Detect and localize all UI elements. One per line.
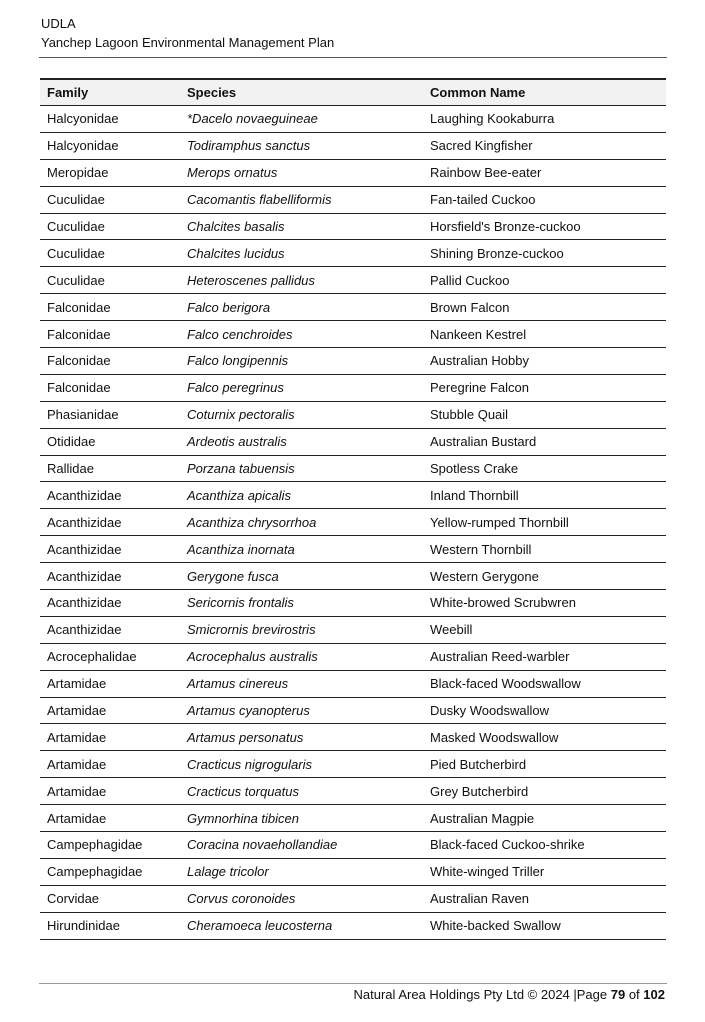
common-name-cell: Sacred Kingfisher: [423, 132, 666, 159]
table-row: [40, 348, 666, 375]
footer-copyright: Natural Area Holdings Pty Ltd © 2024 |Page: [353, 987, 611, 1002]
species-cell: Corvus coronoides: [180, 885, 423, 912]
common-name-cell: Pied Butcherbird: [423, 751, 666, 778]
species-cell: Todiramphus sanctus: [180, 132, 423, 159]
common-name-cell: Brown Falcon: [423, 294, 666, 321]
table-header-row: [40, 79, 666, 106]
species-cell: Cacomantis flabelliformis: [180, 186, 423, 213]
common-name-cell: Yellow-rumped Thornbill: [423, 509, 666, 536]
family-cell: Acanthizidae: [40, 482, 180, 509]
common-name-cell: White-browed Scrubwren: [423, 590, 666, 617]
table-row: [40, 616, 666, 643]
common-name-cell: Horsfield's Bronze-cuckoo: [423, 213, 666, 240]
family-cell: Acanthizidae: [40, 590, 180, 617]
species-cell: Coracina novaehollandiae: [180, 832, 423, 859]
family-cell: Cuculidae: [40, 213, 180, 240]
page-total: 102: [643, 987, 665, 1002]
common-name-cell: Australian Hobby: [423, 348, 666, 375]
species-cell: Acrocephalus australis: [180, 643, 423, 670]
family-cell: Artamidae: [40, 778, 180, 805]
species-cell: Falco longipennis: [180, 348, 423, 375]
table-body: [40, 106, 666, 940]
family-cell: Campephagidae: [40, 832, 180, 859]
family-cell: Acanthizidae: [40, 509, 180, 536]
table-row: [40, 482, 666, 509]
common-name-cell: Peregrine Falcon: [423, 374, 666, 401]
common-name-cell: Pallid Cuckoo: [423, 267, 666, 294]
page-number: 79: [610, 987, 626, 1002]
table-row: [40, 455, 666, 482]
family-cell: Falconidae: [40, 374, 180, 401]
table-row: [40, 590, 666, 617]
table-row: [40, 132, 666, 159]
common-name-cell: Western Gerygone: [423, 563, 666, 590]
species-cell: Acanthiza chrysorrhoa: [180, 509, 423, 536]
table-row: [40, 670, 666, 697]
table-row: [40, 240, 666, 267]
column-header-species: Species: [180, 79, 423, 106]
table-row: [40, 805, 666, 832]
family-cell: Artamidae: [40, 697, 180, 724]
species-cell: Gymnorhina tibicen: [180, 805, 423, 832]
table-row: [40, 401, 666, 428]
family-cell: Cuculidae: [40, 267, 180, 294]
common-name-cell: Weebill: [423, 616, 666, 643]
family-cell: Meropidae: [40, 159, 180, 186]
family-cell: Campephagidae: [40, 858, 180, 885]
table-row: [40, 267, 666, 294]
table-row: [40, 374, 666, 401]
species-cell: Ardeotis australis: [180, 428, 423, 455]
table-row: [40, 428, 666, 455]
common-name-cell: Black-faced Woodswallow: [423, 670, 666, 697]
document-title: Yanchep Lagoon Environmental Management Plan: [41, 35, 335, 50]
table-row: [40, 724, 666, 751]
family-cell: Acanthizidae: [40, 616, 180, 643]
table-row: [40, 536, 666, 563]
species-cell: Cracticus nigrogularis: [180, 751, 423, 778]
common-name-cell: White-backed Swallow: [423, 912, 666, 939]
family-cell: Artamidae: [40, 805, 180, 832]
family-cell: Falconidae: [40, 348, 180, 375]
table-row: [40, 832, 666, 859]
common-name-cell: Australian Bustard: [423, 428, 666, 455]
family-cell: Cuculidae: [40, 186, 180, 213]
table-row: [40, 858, 666, 885]
common-name-cell: Dusky Woodswallow: [423, 697, 666, 724]
family-cell: Halcyonidae: [40, 106, 180, 133]
table-row: [40, 509, 666, 536]
family-cell: Halcyonidae: [40, 132, 180, 159]
common-name-cell: Australian Raven: [423, 885, 666, 912]
species-cell: Artamus cinereus: [180, 670, 423, 697]
footer-of-label: of: [625, 987, 644, 1002]
species-cell: Smicrornis brevirostris: [180, 616, 423, 643]
common-name-cell: Australian Magpie: [423, 805, 666, 832]
table-row: [40, 778, 666, 805]
table-row: [40, 697, 666, 724]
table-row: [40, 186, 666, 213]
common-name-cell: Shining Bronze-cuckoo: [423, 240, 666, 267]
species-cell: Chalcites basalis: [180, 213, 423, 240]
family-cell: Acrocephalidae: [40, 643, 180, 670]
family-cell: Rallidae: [40, 455, 180, 482]
common-name-cell: Stubble Quail: [423, 401, 666, 428]
common-name-cell: Spotless Crake: [423, 455, 666, 482]
common-name-cell: Grey Butcherbird: [423, 778, 666, 805]
family-cell: Falconidae: [40, 321, 180, 348]
species-cell: Lalage tricolor: [180, 858, 423, 885]
common-name-cell: Nankeen Kestrel: [423, 321, 666, 348]
common-name-cell: White-winged Triller: [423, 858, 666, 885]
page-footer: [354, 986, 665, 1004]
family-cell: Hirundinidae: [40, 912, 180, 939]
species-cell: Coturnix pectoralis: [180, 401, 423, 428]
species-cell: *Dacelo novaeguineae: [180, 106, 423, 133]
species-cell: Gerygone fusca: [180, 563, 423, 590]
family-cell: Cuculidae: [40, 240, 180, 267]
species-cell: Acanthiza inornata: [180, 536, 423, 563]
family-cell: Artamidae: [40, 724, 180, 751]
species-cell: Cheramoeca leucosterna: [180, 912, 423, 939]
species-cell: Porzana tabuensis: [180, 455, 423, 482]
family-cell: Corvidae: [40, 885, 180, 912]
common-name-cell: Western Thornbill: [423, 536, 666, 563]
family-cell: Artamidae: [40, 670, 180, 697]
common-name-cell: Black-faced Cuckoo-shrike: [423, 832, 666, 859]
species-cell: Artamus cyanopterus: [180, 697, 423, 724]
common-name-cell: Fan-tailed Cuckoo: [423, 186, 666, 213]
species-cell: Falco peregrinus: [180, 374, 423, 401]
table-row: [40, 643, 666, 670]
org-name: UDLA: [41, 16, 76, 31]
common-name-cell: Laughing Kookaburra: [423, 106, 666, 133]
table-row: [40, 751, 666, 778]
family-cell: Falconidae: [40, 294, 180, 321]
family-cell: Otididae: [40, 428, 180, 455]
species-table: [40, 78, 666, 940]
column-header-common-name: Common Name: [423, 79, 666, 106]
species-cell: Sericornis frontalis: [180, 590, 423, 617]
table-row: [40, 213, 666, 240]
species-cell: Artamus personatus: [180, 724, 423, 751]
family-cell: Acanthizidae: [40, 563, 180, 590]
species-cell: Falco berigora: [180, 294, 423, 321]
common-name-cell: Australian Reed-warbler: [423, 643, 666, 670]
table-row: [40, 294, 666, 321]
species-cell: Merops ornatus: [180, 159, 423, 186]
page-header: [41, 14, 667, 52]
table-row: [40, 885, 666, 912]
footer-divider: [39, 983, 667, 984]
common-name-cell: Masked Woodswallow: [423, 724, 666, 751]
table-row: [40, 563, 666, 590]
common-name-cell: Inland Thornbill: [423, 482, 666, 509]
common-name-cell: Rainbow Bee-eater: [423, 159, 666, 186]
table-row: [40, 106, 666, 133]
table-row: [40, 321, 666, 348]
column-header-family: Family: [40, 79, 180, 106]
family-cell: Acanthizidae: [40, 536, 180, 563]
species-cell: Chalcites lucidus: [180, 240, 423, 267]
family-cell: Artamidae: [40, 751, 180, 778]
species-cell: Cracticus torquatus: [180, 778, 423, 805]
table-row: [40, 912, 666, 939]
species-cell: Heteroscenes pallidus: [180, 267, 423, 294]
family-cell: Phasianidae: [40, 401, 180, 428]
header-divider: [39, 57, 667, 58]
table-row: [40, 159, 666, 186]
species-cell: Acanthiza apicalis: [180, 482, 423, 509]
species-cell: Falco cenchroides: [180, 321, 423, 348]
